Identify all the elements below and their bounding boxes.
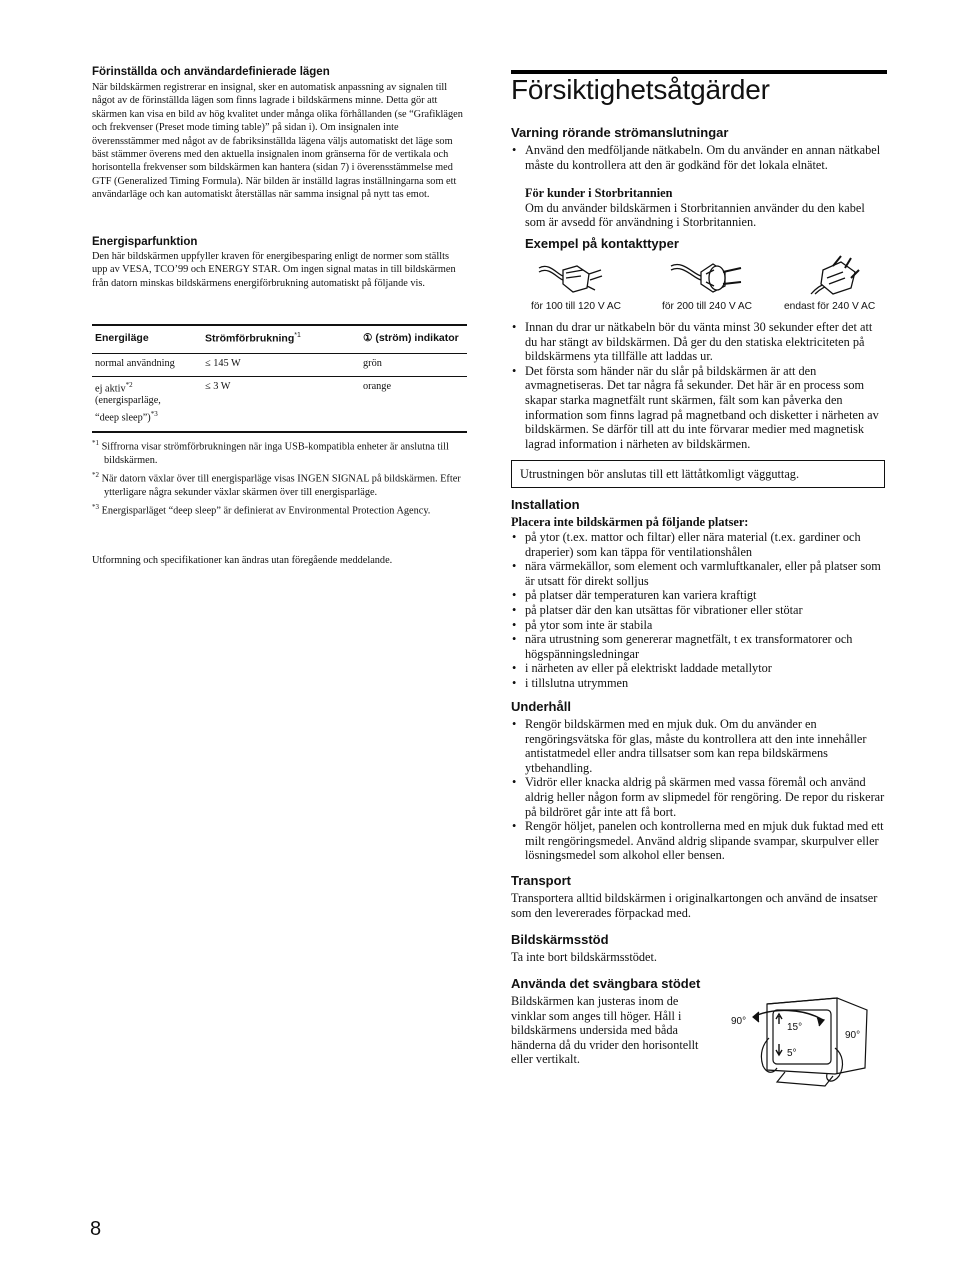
swivel-text: Bildskärmen kan justeras inom de vinklar som anges till höger. Håll i bildskärmens undersida med båda händerna då du vrider den horisontellt eller vertikalt. [511, 994, 699, 1067]
footnote-3: $^{*3}$ Energisparläget “deep sleep” är definierat av Environmental Protection Agency. [92, 503, 431, 517]
transport-text: Transportera alltid bildskärmen i originalkartongen och använd de insatser som den levererades förpackad med. [511, 891, 878, 920]
list-item: • Det första som händer när du slår på bildskärmen är att den avmagnetiseras. Det tar några få sekunder. Det här är en process som skapar starka magnetfält runt skärmen, fält som kan påverka den information som finns lagrad på magnetband och disketter i närheten av bildskärmen. Se därför till att du inte förvarar medier med magnetisk lagrad information i närheten av bildskärmen. [511, 364, 885, 452]
header-consumption: Strömförbrukning$^{*1}$ [205, 332, 301, 345]
table-row [92, 353, 467, 376]
list-item: • på ytor som inte är stabila [511, 618, 885, 633]
plug-label-3: endast för 240 V AC [784, 301, 876, 312]
footnotes [92, 437, 462, 520]
cell-indicator: grön [363, 357, 382, 369]
preset-heading: Förinställda och användardefinierade lägen [92, 66, 330, 78]
plug-heading: Exempel på kontakttyper [525, 236, 679, 251]
page-number: 8 [90, 1218, 102, 1240]
swivel-illustration [729, 994, 887, 1090]
cell-mode: normal användning [95, 357, 175, 369]
power-list-2 [511, 320, 885, 451]
install-subheading: Placera inte bildskärmen på följande platser: [511, 515, 749, 529]
list-item: • Vidrör eller knacka aldrig på skärmen med vassa föremål och använd aldrig heller någon form av slipmedel för rengöring. De repor du riskerar på bildröret går inte att få bort. [511, 775, 885, 819]
list-item: • nära värmekällor, som element och varmluftkanaler, eller på platser som är utsatt för direkt solljus [511, 559, 885, 588]
angle-right-label: 90° [845, 1030, 861, 1041]
notice-box: Utrustningen bör anslutas till ett lättåtkomligt vägguttag. [511, 460, 885, 488]
footnote-2: $^{*2}$ När datorn växlar över till energisparläge visas INGEN SIGNAL på bildskärmen. Efter ytterligare några sekunder växlar skärmen över till energisparläge. [92, 471, 461, 499]
design-note: Utformning och specifikationer kan ändras utan föregående meddelande. [92, 555, 393, 566]
plug-us-icon [539, 266, 602, 292]
list-item: • Rengör bildskärmen med en mjuk duk. Om du använder en rengöringsvätska för glas, måste du kontrollera att den inte innehåller antistatmedel eller andra tillsatser som kan repa bildskärmens ytbehandling. [511, 717, 885, 775]
header-indicator: ① (ström) indikator [363, 332, 459, 344]
power-list-1 [511, 143, 885, 172]
list-item: • nära utrustning som genererar magnetfält, t ex transformatorer och högspänningsledningar [511, 632, 885, 661]
list-item: • Innan du drar ur nätkabeln bör du vänta minst 30 sekunder efter det att du har stängt av bildskärmen. Då ger du den statiska elektriciteten på bildskärmens yta tillfälle att laddas ur. [511, 320, 885, 364]
monitor-drawing [729, 994, 887, 1090]
list-item: • på ytor (t.ex. mattor och filtar) eller nära material (t.ex. gardiner och draperier) som kan täppa för ventilationshålen [511, 530, 885, 559]
list-item: • i tillslutna utrymmen [511, 676, 885, 691]
uk-text: Om du använder bildskärmen i Storbritannien använder du den kabel som är avsedd för användning i Storbritannien. [525, 200, 865, 230]
stand-heading: Bildskärmsstöd [511, 932, 609, 947]
list-item: • Använd den medföljande nätkabeln. Om du använder en annan nätkabel måste du kontrollera att den är godkänd för det lokala elnätet. [511, 143, 885, 172]
power-heading: Varning rörande strömanslutningar [511, 125, 729, 140]
uk-heading: För kunder i Storbritannien [525, 186, 673, 200]
maint-heading: Underhåll [511, 699, 571, 714]
cell-mode: ej aktiv$^{*2}$ (energisparläge, “deep sleep”)$^{*3}$ [95, 380, 161, 424]
plug-label-2: för 200 till 240 V AC [662, 301, 753, 312]
header-mode: Energiläge [95, 332, 149, 344]
page-title: Försiktighetsåtgärder [511, 74, 770, 105]
table-header-row [92, 325, 467, 353]
energy-text: Den här bildskärmen uppfyller kraven för energibesparing enligt de normer som ställts upp av VESA, TCO’99 och ENERGY STAR. Om ingen signal matas in till bildskärmen från datorn minskas bildskärmens energiförbrukning automatiskt på följande vis. [92, 251, 456, 289]
maint-list [511, 717, 885, 863]
install-list [511, 530, 885, 691]
angle-up-label: 15° [787, 1022, 803, 1033]
angle-left-label: 90° [731, 1016, 747, 1027]
install-heading: Installation [511, 497, 580, 512]
plug-illustrations [511, 254, 887, 298]
list-item: • på platser där den kan utsättas för vibrationer eller stötar [511, 603, 885, 618]
footnote-1: $^{*1}$ Siffrorna visar strömförbrukningen när inga USB-kompatibla enheter är anslutna till bildskärmen. [92, 439, 449, 466]
uk-block [525, 186, 885, 230]
list-item: • på platser där temperaturen kan variera kraftigt [511, 588, 885, 603]
stand-text: Ta inte bort bildskärmsstödet. [511, 950, 657, 964]
angle-down-label: 5° [787, 1048, 797, 1059]
preset-text: När bildskärmen registrerar en insignal, sker en automatisk anpassning av signalen till något av de förinställda lägen som finns lagrade i bildskärmens minne. Detta gör att skärmen kan visa en bild av hög kvalitet under många olika förhållanden (se “Grafiklägen och frekvenser (Preset mode timing table)” på sidan i). Om insignalen inte överensstämmer med något av de fabriksinställda lägena väljs automatiskt det läge som bäst stämmer överens med den aktuella insignalen inom gränserna för de vertikala och horisontella frekvenser som bildskärmen kan hantera (sidan 7) i överensstämmelse med GTF (Generalized Timing Formula). När bilden är inställd lagras inställningarna som ett användarläge och kan automatiskt återställas när samma insignal på nytt tas emot. [92, 82, 463, 201]
list-item: • Rengör höljet, panelen och kontrollerna med en mjuk duk fuktad med ett milt rengöringsmedel. Använd aldrig slipande svampar, skurpulver eller lösningsmedel som alkohol eller bensen. [511, 819, 885, 863]
transport-heading: Transport [511, 873, 571, 888]
energy-heading: Energisparfunktion [92, 236, 198, 248]
plug-eu-icon [671, 264, 741, 292]
cell-consumption: ≤ 3 W [205, 380, 231, 392]
table-row [92, 376, 467, 432]
cell-consumption: ≤ 145 W [205, 357, 241, 369]
power-table [92, 324, 467, 433]
plug-label-1: för 100 till 120 V AC [531, 301, 622, 312]
plug-uk-icon [811, 256, 859, 294]
swivel-heading: Använda det svängbara stödet [511, 976, 701, 991]
list-item: • i närheten av eller på elektriskt laddade metallytor [511, 661, 885, 676]
cell-indicator: orange [363, 380, 392, 392]
